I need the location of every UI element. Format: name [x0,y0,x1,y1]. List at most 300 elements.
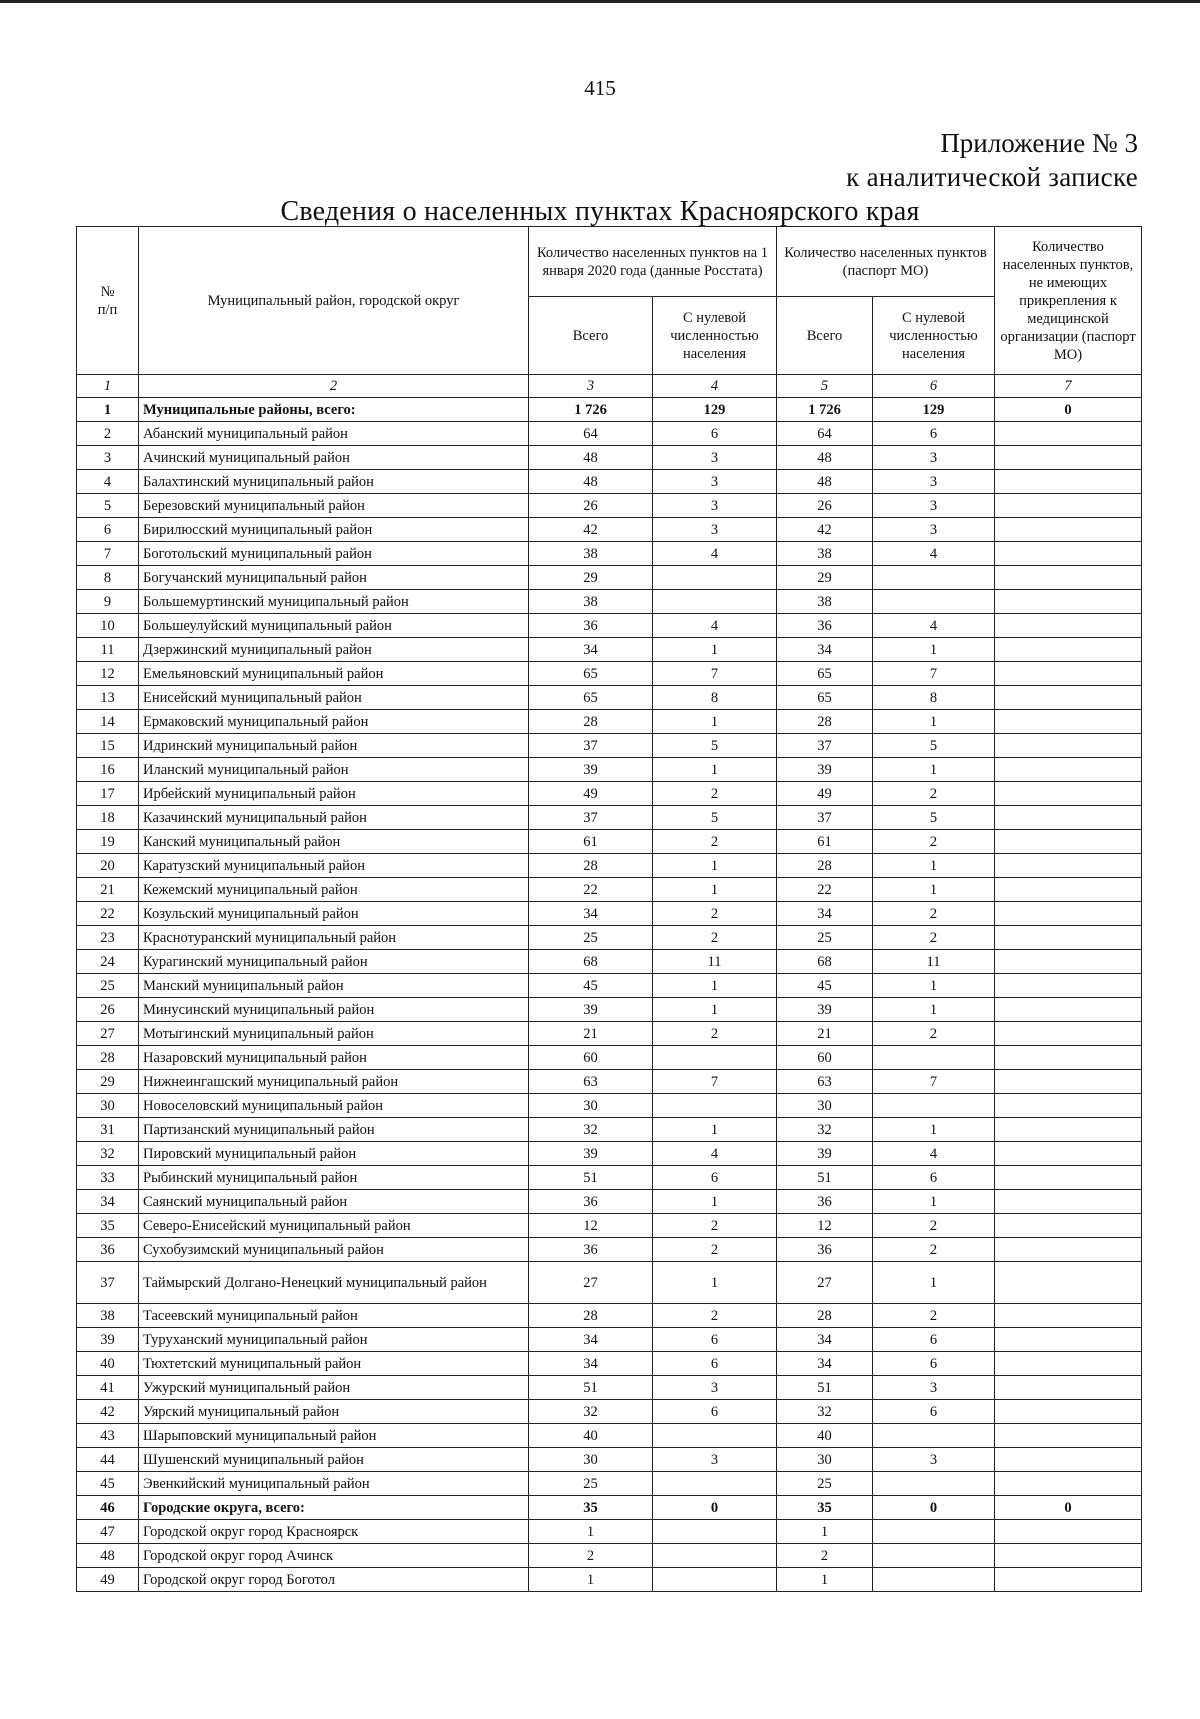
district-name: Ужурский муниципальный район [139,1376,529,1400]
passport-zero-population [873,1568,995,1592]
passport-total: 64 [777,422,873,446]
header-num: № п/п [77,227,139,375]
district-name: Новоселовский муниципальный район [139,1094,529,1118]
rosstat-total: 22 [529,878,653,902]
rosstat-zero-population [653,1472,777,1496]
passport-zero-population: 1 [873,638,995,662]
row-number: 14 [77,710,139,734]
rosstat-total: 61 [529,830,653,854]
document-title: Сведения о населенных пунктах Красноярского края [280,196,920,227]
rosstat-total: 48 [529,470,653,494]
row-number: 26 [77,998,139,1022]
rosstat-total: 48 [529,446,653,470]
no-medical-attachment [995,830,1142,854]
rosstat-total: 37 [529,806,653,830]
rosstat-total: 28 [529,710,653,734]
district-name: Минусинский муниципальный район [139,998,529,1022]
row-number: 18 [77,806,139,830]
rosstat-zero-population [653,1094,777,1118]
passport-total: 63 [777,1070,873,1094]
rosstat-total: 27 [529,1262,653,1304]
passport-zero-population [873,1094,995,1118]
table-row [77,758,1142,782]
row-number: 35 [77,1214,139,1238]
table-row [77,1328,1142,1352]
row-number: 9 [77,590,139,614]
rosstat-zero-population: 8 [653,686,777,710]
table-row [77,494,1142,518]
row-number: 12 [77,662,139,686]
passport-total: 1 726 [777,398,873,422]
table-row [77,878,1142,902]
table-row [77,1472,1142,1496]
passport-total: 1 [777,1520,873,1544]
rosstat-total: 32 [529,1400,653,1424]
rosstat-total: 30 [529,1448,653,1472]
table-row [77,782,1142,806]
passport-zero-population: 1 [873,1190,995,1214]
row-number: 20 [77,854,139,878]
district-name: Дзержинский муниципальный район [139,638,529,662]
rosstat-zero-population: 1 [653,710,777,734]
passport-zero-population: 2 [873,1304,995,1328]
rosstat-total: 30 [529,1094,653,1118]
district-name: Березовский муниципальный район [139,494,529,518]
passport-zero-population: 3 [873,446,995,470]
passport-zero-population: 2 [873,902,995,926]
rosstat-zero-population: 1 [653,854,777,878]
rosstat-zero-population: 6 [653,1352,777,1376]
passport-total: 26 [777,494,873,518]
table-row [77,926,1142,950]
passport-zero-population: 1 [873,878,995,902]
rosstat-zero-population: 1 [653,974,777,998]
district-name: Енисейский муниципальный район [139,686,529,710]
passport-zero-population: 1 [873,854,995,878]
passport-zero-population: 4 [873,614,995,638]
row-number: 25 [77,974,139,998]
row-number: 2 [77,422,139,446]
table-row [77,1262,1142,1304]
district-name: Казачинский муниципальный район [139,806,529,830]
row-number: 49 [77,1568,139,1592]
table-row [77,950,1142,974]
passport-total: 28 [777,710,873,734]
table-row-total [77,398,1142,422]
no-medical-attachment [995,902,1142,926]
table-row [77,542,1142,566]
district-name: Городской округ город Красноярск [139,1520,529,1544]
rosstat-zero-population: 2 [653,902,777,926]
rosstat-zero-population: 2 [653,830,777,854]
passport-zero-population: 3 [873,494,995,518]
rosstat-total: 12 [529,1214,653,1238]
district-name: Ирбейский муниципальный район [139,782,529,806]
table-row [77,1166,1142,1190]
rosstat-zero-population: 11 [653,950,777,974]
passport-zero-population: 3 [873,1376,995,1400]
district-name: Богучанский муниципальный район [139,566,529,590]
rosstat-zero-population: 5 [653,734,777,758]
district-name: Козульский муниципальный район [139,902,529,926]
no-medical-attachment [995,1448,1142,1472]
passport-zero-population: 2 [873,782,995,806]
no-medical-attachment [995,1424,1142,1448]
passport-zero-population: 6 [873,1166,995,1190]
rosstat-total: 36 [529,1238,653,1262]
passport-total: 32 [777,1118,873,1142]
passport-total: 34 [777,638,873,662]
district-name: Ермаковский муниципальный район [139,710,529,734]
row-number: 27 [77,1022,139,1046]
district-name: Назаровский муниципальный район [139,1046,529,1070]
rosstat-zero-population: 3 [653,494,777,518]
table-row [77,1118,1142,1142]
rosstat-zero-population: 6 [653,1166,777,1190]
table-row [77,518,1142,542]
passport-total: 34 [777,1352,873,1376]
row-number: 1 [77,398,139,422]
rosstat-total: 1 [529,1520,653,1544]
table-row [77,1448,1142,1472]
rosstat-total: 51 [529,1166,653,1190]
rosstat-total: 34 [529,638,653,662]
rosstat-zero-population: 2 [653,1214,777,1238]
passport-total: 38 [777,542,873,566]
row-number: 11 [77,638,139,662]
row-number: 6 [77,518,139,542]
appendix-line-2: к аналитической записке [846,162,1138,192]
no-medical-attachment [995,1118,1142,1142]
no-medical-attachment [995,1214,1142,1238]
district-name: Краснотуранский муниципальный район [139,926,529,950]
no-medical-attachment [995,1520,1142,1544]
no-medical-attachment [995,518,1142,542]
row-number: 5 [77,494,139,518]
table-row [77,1094,1142,1118]
district-name: Шушенский муниципальный район [139,1448,529,1472]
passport-zero-population: 6 [873,1328,995,1352]
rosstat-zero-population: 1 [653,1190,777,1214]
district-name: Уярский муниципальный район [139,1400,529,1424]
row-number: 40 [77,1352,139,1376]
row-number: 16 [77,758,139,782]
district-name: Курагинский муниципальный район [139,950,529,974]
no-medical-attachment [995,638,1142,662]
rosstat-total: 34 [529,902,653,926]
no-medical-attachment [995,974,1142,998]
passport-zero-population: 1 [873,1118,995,1142]
table-row [77,1544,1142,1568]
district-name: Городские округа, всего: [139,1496,529,1520]
passport-zero-population: 129 [873,398,995,422]
passport-total: 65 [777,686,873,710]
passport-total: 27 [777,1262,873,1304]
passport-zero-population: 2 [873,926,995,950]
district-name: Канский муниципальный район [139,830,529,854]
table-row [77,1046,1142,1070]
district-name: Северо-Енисейский муниципальный район [139,1214,529,1238]
district-name: Абанский муниципальный район [139,422,529,446]
header-passport-zero: С нулевой численностью населения [873,297,995,375]
row-number: 34 [77,1190,139,1214]
row-number: 13 [77,686,139,710]
column-number: 2 [139,375,529,398]
no-medical-attachment [995,1238,1142,1262]
passport-total: 42 [777,518,873,542]
no-medical-attachment [995,566,1142,590]
rosstat-total: 1 726 [529,398,653,422]
passport-zero-population: 6 [873,1400,995,1424]
passport-zero-population: 1 [873,998,995,1022]
passport-total: 39 [777,998,873,1022]
rosstat-zero-population [653,1568,777,1592]
district-name: Мотыгинский муниципальный район [139,1022,529,1046]
rosstat-total: 28 [529,854,653,878]
table-row [77,470,1142,494]
no-medical-attachment: 0 [995,1496,1142,1520]
passport-total: 65 [777,662,873,686]
table-row [77,1568,1142,1592]
passport-zero-population [873,1544,995,1568]
passport-zero-population: 3 [873,470,995,494]
rosstat-total: 1 [529,1568,653,1592]
row-number: 21 [77,878,139,902]
rosstat-zero-population: 6 [653,1328,777,1352]
district-name: Кежемский муниципальный район [139,878,529,902]
passport-total: 2 [777,1544,873,1568]
passport-zero-population: 7 [873,1070,995,1094]
table-row [77,734,1142,758]
district-name: Каратузский муниципальный район [139,854,529,878]
passport-total: 48 [777,446,873,470]
no-medical-attachment [995,614,1142,638]
no-medical-attachment [995,1472,1142,1496]
district-name: Саянский муниципальный район [139,1190,529,1214]
table-row [77,1520,1142,1544]
rosstat-zero-population: 1 [653,878,777,902]
passport-total: 1 [777,1568,873,1592]
district-name: Иланский муниципальный район [139,758,529,782]
table-row [77,1022,1142,1046]
passport-total: 29 [777,566,873,590]
no-medical-attachment [995,782,1142,806]
district-name: Тюхтетский муниципальный район [139,1352,529,1376]
passport-total: 51 [777,1166,873,1190]
passport-zero-population: 6 [873,422,995,446]
row-number: 33 [77,1166,139,1190]
header-rosstat-total: Всего [529,297,653,375]
header-rosstat-zero: С нулевой численностью населения [653,297,777,375]
rosstat-zero-population: 6 [653,1400,777,1424]
row-number: 45 [77,1472,139,1496]
district-name: Сухобузимский муниципальный район [139,1238,529,1262]
passport-total: 36 [777,614,873,638]
table-row [77,422,1142,446]
passport-zero-population: 11 [873,950,995,974]
header-rosstat: Количество населенных пунктов на 1 января 2020 года (данные Росстата) [529,227,777,297]
table-row-total [77,1496,1142,1520]
table-row [77,1304,1142,1328]
rosstat-total: 25 [529,926,653,950]
table-row [77,1376,1142,1400]
no-medical-attachment [995,998,1142,1022]
passport-total: 45 [777,974,873,998]
rosstat-total: 45 [529,974,653,998]
passport-zero-population: 2 [873,1022,995,1046]
header-no-attachment: Количество населенных пунктов, не имеющих прикрепления к медицинской организации (паспорт МО) [995,227,1142,375]
rosstat-zero-population: 7 [653,1070,777,1094]
rosstat-total: 29 [529,566,653,590]
rosstat-total: 35 [529,1496,653,1520]
table-row [77,590,1142,614]
rosstat-total: 32 [529,1118,653,1142]
table-row [77,686,1142,710]
row-number: 24 [77,950,139,974]
no-medical-attachment [995,1190,1142,1214]
no-medical-attachment [995,758,1142,782]
rosstat-zero-population: 129 [653,398,777,422]
settlements-table [76,226,1142,1592]
rosstat-total: 21 [529,1022,653,1046]
table-row [77,1352,1142,1376]
rosstat-total: 38 [529,542,653,566]
table-row [77,1424,1142,1448]
rosstat-total: 39 [529,758,653,782]
passport-total: 68 [777,950,873,974]
district-name: Тасеевский муниципальный район [139,1304,529,1328]
row-number: 39 [77,1328,139,1352]
row-number: 47 [77,1520,139,1544]
rosstat-zero-population: 1 [653,1118,777,1142]
rosstat-zero-population: 3 [653,1448,777,1472]
rosstat-total: 65 [529,686,653,710]
rosstat-zero-population: 1 [653,998,777,1022]
column-number: 1 [77,375,139,398]
rosstat-zero-population: 7 [653,662,777,686]
no-medical-attachment [995,1262,1142,1304]
row-number: 44 [77,1448,139,1472]
passport-zero-population [873,1472,995,1496]
rosstat-zero-population [653,566,777,590]
no-medical-attachment [995,1400,1142,1424]
no-medical-attachment [995,926,1142,950]
passport-zero-population: 4 [873,542,995,566]
passport-total: 34 [777,1328,873,1352]
no-medical-attachment [995,446,1142,470]
table-row [77,638,1142,662]
rosstat-total: 39 [529,998,653,1022]
appendix-label [846,126,1138,194]
passport-zero-population: 2 [873,830,995,854]
passport-total: 22 [777,878,873,902]
no-medical-attachment [995,878,1142,902]
table-row [77,854,1142,878]
rosstat-zero-population: 4 [653,1142,777,1166]
passport-zero-population: 3 [873,1448,995,1472]
row-number: 22 [77,902,139,926]
page-top-border [0,0,1200,3]
district-name: Городской округ город Боготол [139,1568,529,1592]
page-number: 415 [584,76,616,100]
row-number: 8 [77,566,139,590]
rosstat-total: 38 [529,590,653,614]
no-medical-attachment [995,422,1142,446]
table-row [77,902,1142,926]
rosstat-total: 68 [529,950,653,974]
rosstat-zero-population: 3 [653,1376,777,1400]
rosstat-zero-population: 3 [653,518,777,542]
district-name: Рыбинский муниципальный район [139,1166,529,1190]
column-number: 7 [995,375,1142,398]
no-medical-attachment [995,710,1142,734]
row-number: 19 [77,830,139,854]
table-row [77,1214,1142,1238]
passport-total: 32 [777,1400,873,1424]
no-medical-attachment [995,1166,1142,1190]
row-number: 4 [77,470,139,494]
rosstat-zero-population: 2 [653,1304,777,1328]
district-name: Боготольский муниципальный район [139,542,529,566]
appendix-line-1: Приложение № 3 [940,128,1138,158]
table-row [77,1190,1142,1214]
rosstat-total: 36 [529,614,653,638]
rosstat-zero-population [653,1544,777,1568]
passport-total: 25 [777,926,873,950]
rosstat-total: 51 [529,1376,653,1400]
rosstat-zero-population: 3 [653,446,777,470]
no-medical-attachment [995,1328,1142,1352]
district-name: Таймырский Долгано-Ненецкий муниципальный район [139,1262,529,1304]
row-number: 46 [77,1496,139,1520]
table-row [77,614,1142,638]
column-number: 4 [653,375,777,398]
district-name: Балахтинский муниципальный район [139,470,529,494]
rosstat-zero-population: 4 [653,614,777,638]
rosstat-zero-population: 1 [653,758,777,782]
passport-total: 39 [777,1142,873,1166]
no-medical-attachment [995,1544,1142,1568]
no-medical-attachment [995,1142,1142,1166]
header-name: Муниципальный район, городской округ [139,227,529,375]
rosstat-total: 42 [529,518,653,542]
row-number: 31 [77,1118,139,1142]
passport-zero-population: 1 [873,710,995,734]
passport-total: 37 [777,806,873,830]
passport-total: 61 [777,830,873,854]
no-medical-attachment [995,662,1142,686]
passport-total: 12 [777,1214,873,1238]
district-name: Пировский муниципальный район [139,1142,529,1166]
district-name: Большемуртинский муниципальный район [139,590,529,614]
rosstat-zero-population [653,1424,777,1448]
district-name: Ачинский муниципальный район [139,446,529,470]
passport-zero-population: 3 [873,518,995,542]
district-name: Партизанский муниципальный район [139,1118,529,1142]
rosstat-zero-population: 1 [653,1262,777,1304]
passport-total: 60 [777,1046,873,1070]
passport-total: 35 [777,1496,873,1520]
no-medical-attachment [995,1070,1142,1094]
rosstat-total: 36 [529,1190,653,1214]
row-number: 29 [77,1070,139,1094]
no-medical-attachment [995,686,1142,710]
rosstat-total: 39 [529,1142,653,1166]
row-number: 10 [77,614,139,638]
no-medical-attachment [995,806,1142,830]
district-name: Туруханский муниципальный район [139,1328,529,1352]
rosstat-total: 63 [529,1070,653,1094]
